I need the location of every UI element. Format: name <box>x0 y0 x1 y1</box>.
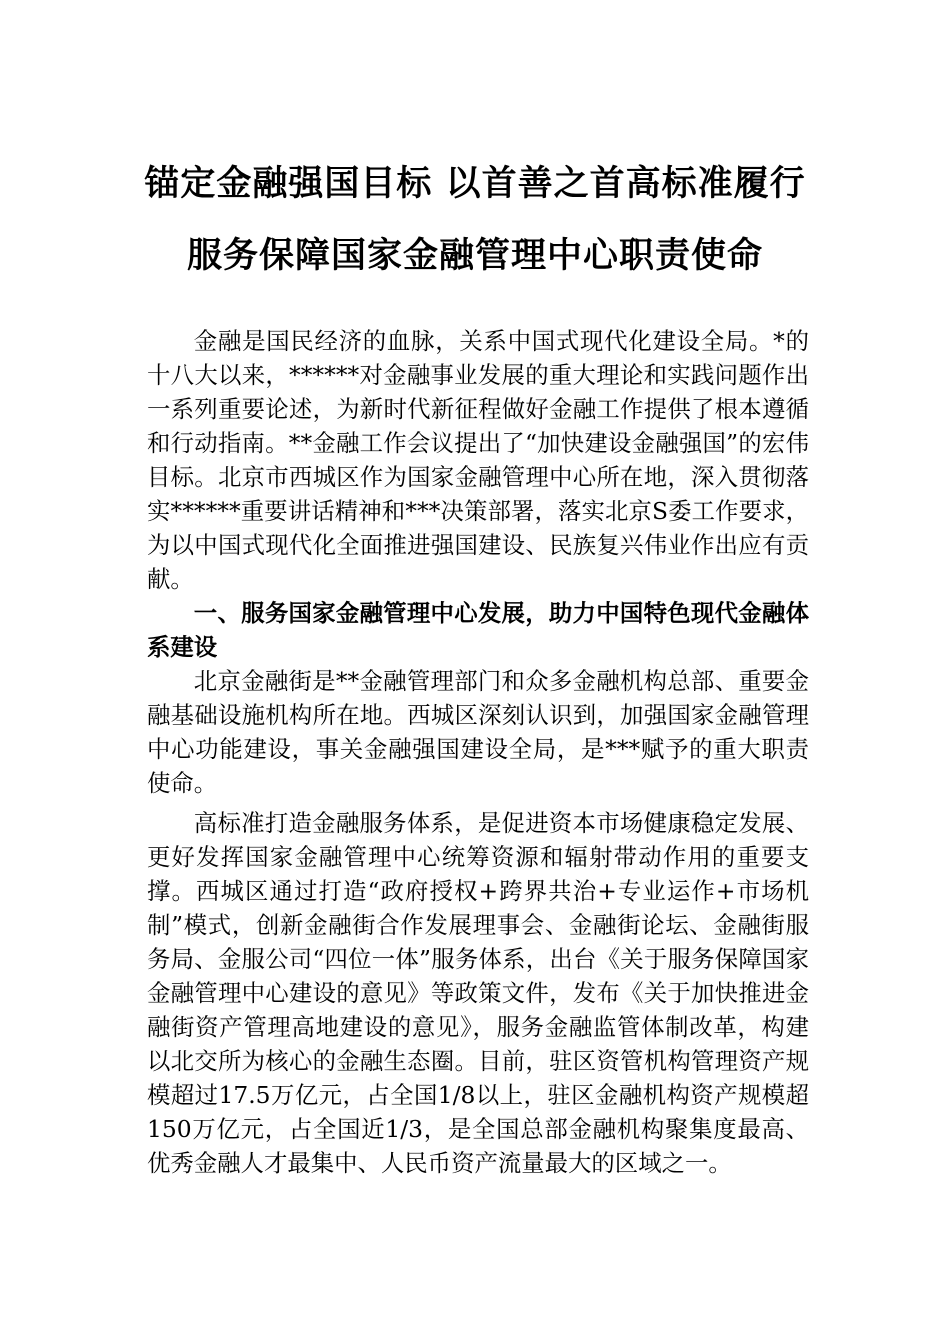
paragraph-financial-street: 北京金融街是**金融管理部门和众多金融机构总部、重要金融基础设施机构所在地。西城区深刻认识到，加强国家金融管理中心功能建设，事关金融强国建设全局，是***赋予的重大职责使命。 <box>147 667 809 797</box>
document-title-line-2: 服务保障国家金融管理中心职责使命 <box>186 235 763 276</box>
paragraph-service-system: 高标准打造金融服务体系，是促进资本市场健康稳定发展、更好发挥国家金融管理中心统筹资源和辐射带动作用的重要支撑。西城区通过打造“政府授权+跨界共治+专业运作+市场机制”模式，创新金融街合作发展理事会、金融街论坛、金融街服务局、金服公司“四位一体”服务体系，出台《关于服务保障国家金融管理中心建设的意见》等政策文件，发布《关于加快推进金融街资产管理高地建设的意见》，服务金融监管体制改革，构建以北交所为核心的金融生态圈。目前，驻区资管机构管理资产规模超过17.5万亿元，占全国1/8以上，驻区金融机构资产规模超150万亿元，占全国近1/3，是全国总部金融机构聚集度最高、优秀金融人才最集中、人民币资产流量最大的区域之一。 <box>147 809 809 1177</box>
section-heading-1: 一、服务国家金融管理中心发展，助力中国特色现代金融体系建设 <box>147 599 809 661</box>
document-body <box>147 324 809 1180</box>
paragraph-intro: 金融是国民经济的血脉，关系中国式现代化建设全局。*的十八大以来，******对金融事业发展的重大理论和实践问题作出一系列重要论述，为新时代新征程做好金融工作提供了根本遵循和行动指南。**金融工作会议提出了“加快建设金融强国”的宏伟目标。北京市西城区作为国家金融管理中心所在地，深入贯彻落实******重要讲话精神和***决策部署，落实北京S委工作要求，为以中国式现代化全面推进强国建设、民族复兴伟业作出应有贡献。 <box>147 327 809 593</box>
document-title-line-1: 锚定金融强国目标 以首善之首高标准履行 <box>144 163 806 204</box>
